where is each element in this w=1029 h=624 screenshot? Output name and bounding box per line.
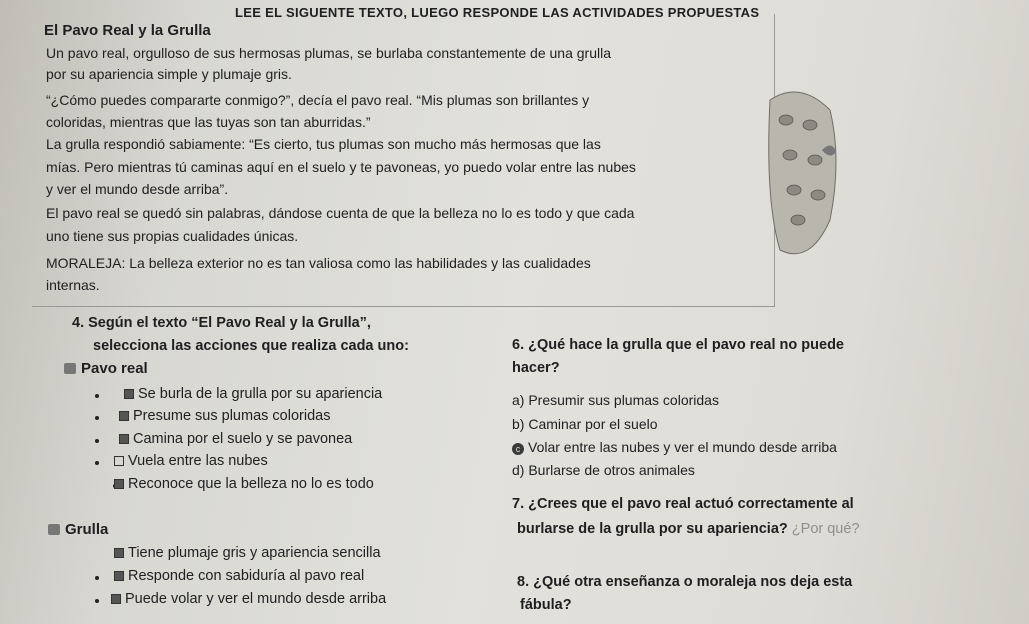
pavo-item[interactable] xyxy=(119,409,330,424)
checkbox-icon[interactable] xyxy=(114,548,124,558)
q6-option-c[interactable] xyxy=(512,440,837,455)
q6-option-a[interactable]: a) Presumir sus plumas coloridas xyxy=(512,392,719,408)
bullet-icon xyxy=(95,416,99,420)
checkbox-icon[interactable] xyxy=(119,434,129,444)
question-8-line1: 8. ¿Qué otra enseñanza o moraleja nos deja esta xyxy=(517,574,853,590)
instructions-heading: LEE EL SIGUENTE TEXTO, LUEGO RESPONDE LAS ACTIVIDADES PROPUESTAS xyxy=(235,5,760,20)
pavo-item[interactable] xyxy=(124,387,382,402)
story-title: El Pavo Real y la Grulla xyxy=(44,22,211,39)
question-6-line1: 6. ¿Qué hace la grulla que el pavo real no puede xyxy=(512,337,844,353)
grulla-heading-text: Grulla xyxy=(65,521,109,538)
story-line: mías. Pero mientras tú caminas aquí en el suelo y te pavoneas, yo puedo volar entre las nubes xyxy=(46,159,636,175)
question-8-line2: fábula? xyxy=(520,597,572,613)
bullet-icon xyxy=(95,394,99,398)
q6-option-b[interactable]: b) Caminar por el suelo xyxy=(512,416,658,432)
story-line: “¿Cómo puedes compararte conmigo?”, decía el pavo real. “Mis plumas son brillantes y xyxy=(46,92,590,108)
pavo-item[interactable] xyxy=(114,454,268,469)
peacock-illustration xyxy=(760,80,842,270)
bullet-icon xyxy=(95,439,99,443)
checkbox-icon[interactable] xyxy=(124,389,134,399)
story-line: La grulla respondió sabiamente: “Es cierto, tus plumas son mucho más hermosas que las xyxy=(46,136,601,152)
question-7-line2 xyxy=(517,522,860,537)
checkbox-icon[interactable] xyxy=(114,479,124,489)
pavo-item-label: Reconoce que la belleza no lo es todo xyxy=(128,476,374,492)
grulla-item[interactable] xyxy=(114,569,364,584)
grulla-item[interactable] xyxy=(111,592,386,607)
grulla-item-label: Responde con sabiduría al pavo real xyxy=(128,568,365,584)
question-7-faded-text: ¿Por qué? xyxy=(791,521,860,537)
story-line: y ver el mundo desde arriba”. xyxy=(46,181,229,197)
grulla-item-label: Puede volar y ver el mundo desde arriba xyxy=(125,591,387,607)
pavo-real-heading xyxy=(64,361,148,376)
story-line: uno tiene sus propias cualidades únicas. xyxy=(46,228,299,244)
q6-option-d[interactable]: d) Burlarse de otros animales xyxy=(512,462,695,478)
peacock-icon xyxy=(64,363,76,374)
question-4-line1: 4. Según el texto “El Pavo Real y la Grulla”, xyxy=(72,315,371,331)
crane-icon xyxy=(48,524,60,535)
pavo-item-label: Vuela entre las nubes xyxy=(128,453,268,469)
grulla-item[interactable] xyxy=(114,546,381,561)
pavo-item[interactable] xyxy=(119,432,352,447)
bullet-icon xyxy=(95,461,99,465)
pavo-item-label: Camina por el suelo y se pavonea xyxy=(133,431,353,447)
question-4-line2: selecciona las acciones que realiza cada uno: xyxy=(93,338,409,354)
grulla-item-label: Tiene plumaje gris y apariencia sencilla xyxy=(128,545,381,561)
q6-option-c-label: Volar entre las nubes y ver el mundo desde arriba xyxy=(528,439,837,455)
story-line: por su apariencia simple y plumaje gris. xyxy=(46,66,292,82)
story-line: Un pavo real, orgulloso de sus hermosas plumas, se burlaba constantemente de una grulla xyxy=(46,45,611,61)
checkbox-icon[interactable] xyxy=(114,571,124,581)
checkbox-icon[interactable] xyxy=(111,594,121,604)
moral-line: internas. xyxy=(46,277,100,293)
checkbox-icon[interactable] xyxy=(119,411,129,421)
grulla-heading xyxy=(48,522,108,537)
checkbox-icon[interactable] xyxy=(114,456,124,466)
pavo-item[interactable] xyxy=(114,477,374,492)
selected-circle-icon: c xyxy=(512,443,524,455)
question-7-line1: 7. ¿Crees que el pavo real actuó correctamente al xyxy=(512,496,854,512)
pavo-real-heading-text: Pavo real xyxy=(81,360,148,377)
question-7-line2-text: burlarse de la grulla por su apariencia? xyxy=(517,521,788,537)
bullet-icon xyxy=(95,576,99,580)
question-6-line2: hacer? xyxy=(512,360,560,376)
story-line: coloridas, mientras que las tuyas son tan aburridas.” xyxy=(46,114,371,130)
story-line: El pavo real se quedó sin palabras, dándose cuenta de que la belleza no lo es todo y que cada xyxy=(46,205,635,221)
pavo-item-label: Se burla de la grulla por su apariencia xyxy=(138,386,383,402)
pavo-item-label: Presume sus plumas coloridas xyxy=(133,408,331,424)
bullet-icon xyxy=(95,599,99,603)
moral-line: MORALEJA: La belleza exterior no es tan valiosa como las habilidades y las cualidades xyxy=(46,255,591,271)
